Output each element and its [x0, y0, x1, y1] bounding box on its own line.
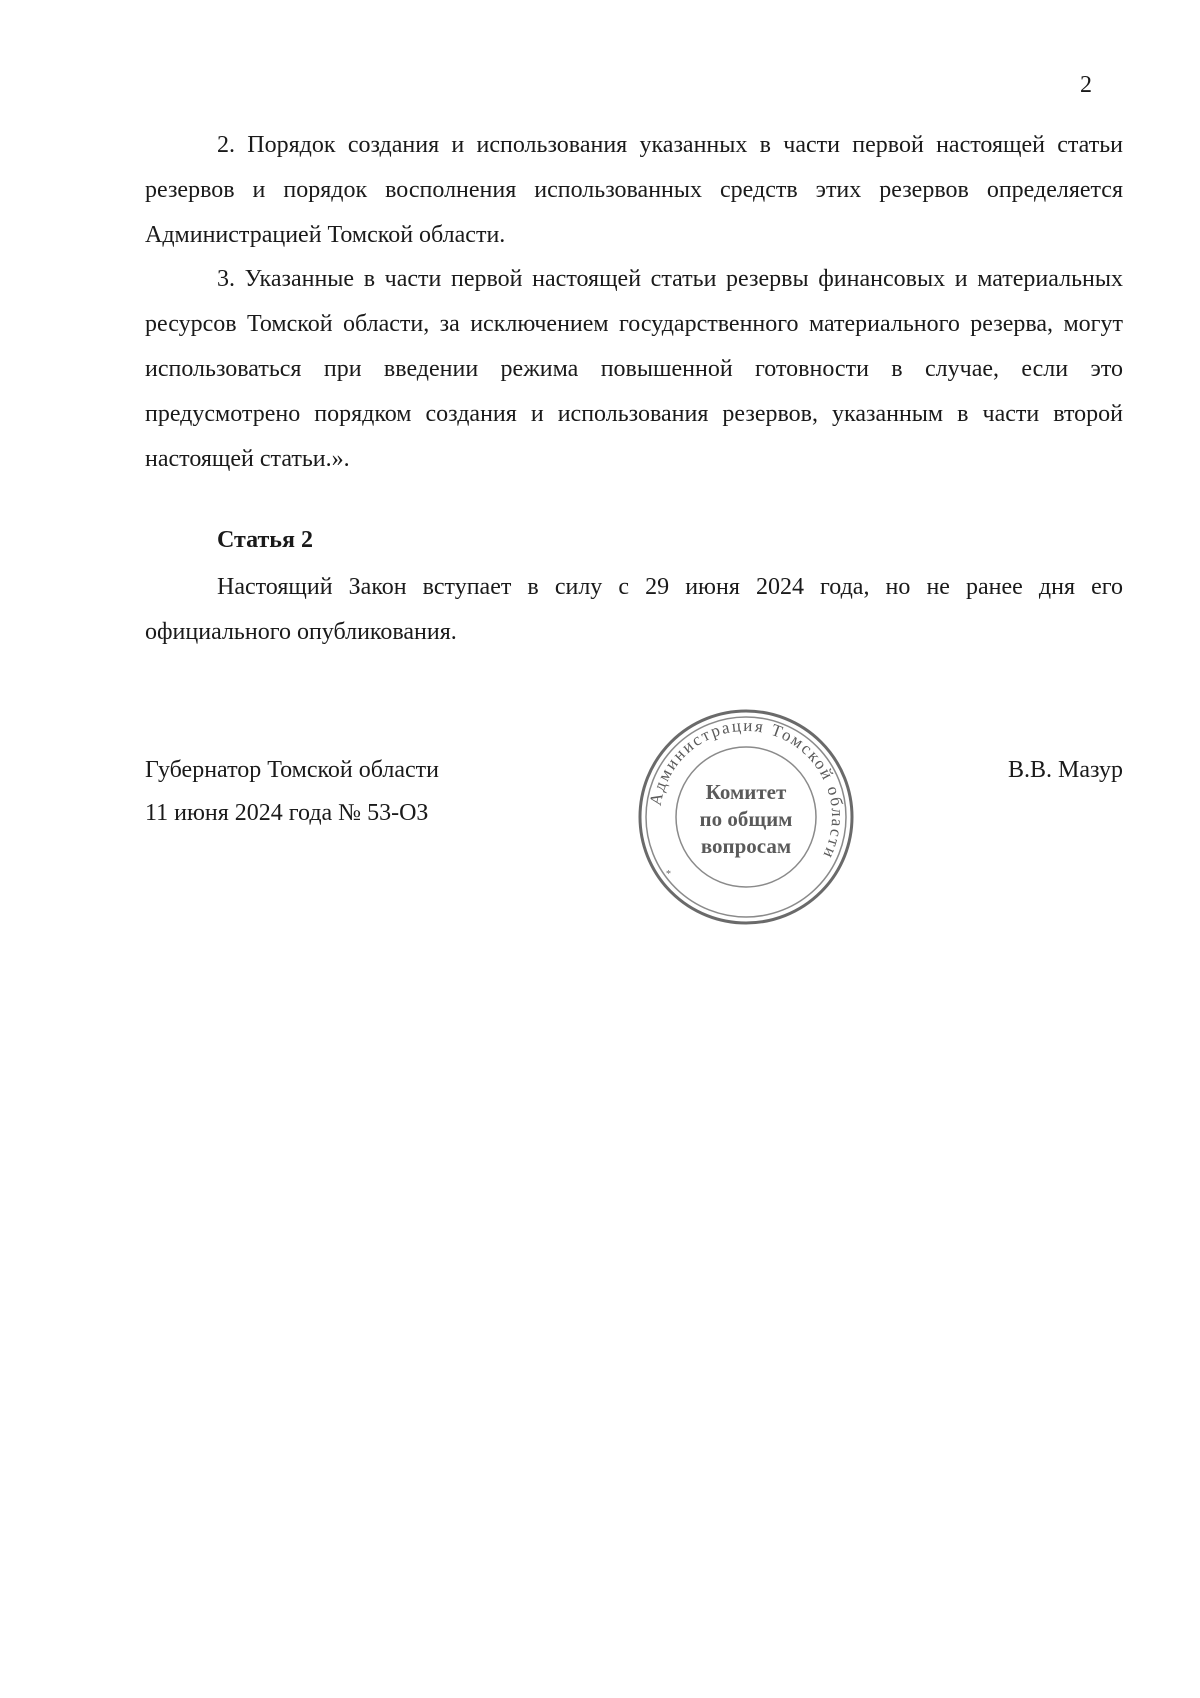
official-seal	[634, 705, 858, 929]
paragraph-3: 3. Указанные в части первой настоящей статьи резервы финансовых и материальных ресурсов Томской области, за исключением государственного материального резерва, могут использоваться при введении режима повышенной готовности в случае, если это предусмотрено порядком создания и использования резервов, указанным в части второй настоящей статьи.».	[145, 266, 1123, 472]
signatory-name: В.В. Мазур	[1008, 757, 1123, 783]
page-number: 2	[1080, 72, 1092, 98]
governor-title: Губернатор Томской области	[145, 757, 439, 783]
seal-ring-text: Администрация Томской области	[645, 715, 848, 863]
article-2-heading: Статья 2	[217, 527, 313, 553]
seal-line-2: по общим	[699, 807, 793, 831]
seal-line-1: Комитет	[705, 780, 787, 804]
seal-star: *	[666, 869, 671, 880]
seal-line-3: вопросам	[700, 834, 792, 858]
paragraph-2: 2. Порядок создания и использования указанных в части первой настоящей статьи резервов и порядок восполнения использованных средств этих резервов определяется Администрацией Томской области.	[145, 132, 1123, 248]
article-2-text: Настоящий Закон вступает в силу с 29 июня 2024 года, но не ранее дня его официального опубликования.	[145, 574, 1123, 645]
law-date-number: 11 июня 2024 года № 53-ОЗ	[145, 800, 429, 826]
